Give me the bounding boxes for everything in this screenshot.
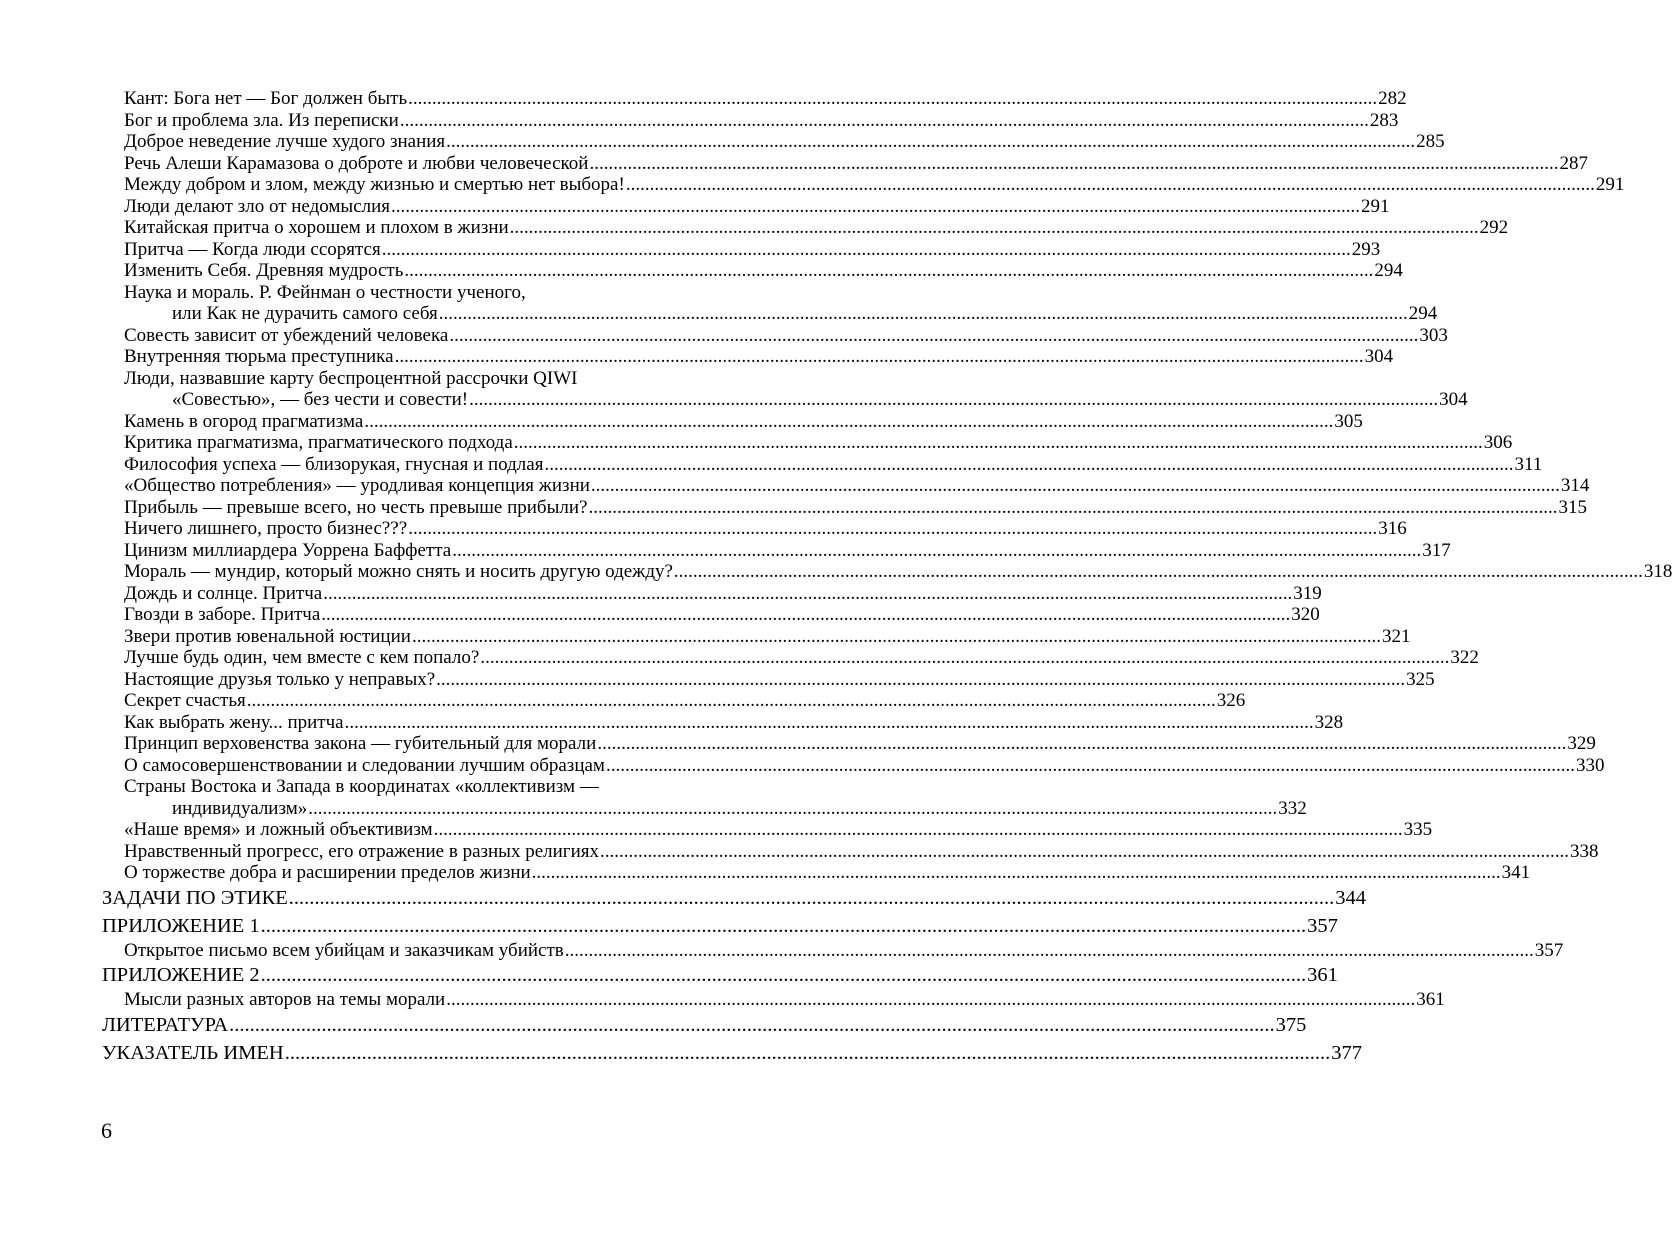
toc-entry-multiline[interactable] <box>102 776 1307 819</box>
toc-entry-title: Нравственный прогресс, его отражение в разных религиях <box>124 840 599 862</box>
toc-entry-page: 319 <box>1293 582 1322 604</box>
dot-leader <box>247 690 1216 712</box>
toc-entry-page: 318 <box>1643 561 1672 582</box>
toc-entry-page: 304 <box>1364 346 1394 367</box>
dot-leader <box>591 475 1560 497</box>
dot-leader <box>565 940 1534 962</box>
dot-leader <box>400 110 1369 132</box>
dot-leader <box>391 196 1360 218</box>
toc-entry[interactable] <box>102 346 1394 368</box>
toc-entry-title: Китайская притча о хорошем и плохом в жизни <box>124 217 509 238</box>
toc-entry-page: 285 <box>1416 131 1445 152</box>
toc-entry-page: 294 <box>1374 260 1403 281</box>
dot-leader <box>674 561 1643 583</box>
toc-entry[interactable] <box>102 453 1543 476</box>
toc-entry[interactable] <box>102 647 1479 669</box>
dot-leader <box>436 669 1405 691</box>
toc-section[interactable] <box>102 912 1338 940</box>
toc-entry[interactable] <box>102 539 1451 562</box>
toc-entry-page: 291 <box>1595 174 1625 195</box>
toc-entry-title: Внутренняя тюрьма преступника <box>124 346 394 367</box>
toc-entry[interactable] <box>102 862 1531 884</box>
toc-entry-title: Принцип верховенства закона — губительный для морали <box>124 733 597 754</box>
toc-section-title: ПРИЛОЖЕНИЕ 2 <box>102 964 260 986</box>
toc-entry-page: 306 <box>1483 432 1513 453</box>
toc-entry-title: Звери против ювенальной юстиции <box>124 625 411 647</box>
toc-entry-title: Открытое письмо всем убийцам и заказчикам убийств <box>124 939 564 961</box>
toc-entry[interactable] <box>102 690 1246 712</box>
dot-leader <box>261 912 1307 940</box>
toc-entry-title-line1: Страны Востока и Запада в координатах «коллективизм — <box>124 776 599 797</box>
toc-entry-page: 326 <box>1216 690 1246 711</box>
dot-leader <box>626 174 1595 196</box>
toc-section-page: 377 <box>1331 1041 1362 1064</box>
toc-section-title: ЛИТЕРАТУРА <box>102 1013 229 1036</box>
toc-entry-title: Прибыль — превыше всего, но честь превыше прибыли? <box>124 496 588 518</box>
dot-leader <box>308 798 1277 820</box>
toc-entry-page: 329 <box>1567 733 1596 754</box>
toc-section[interactable] <box>102 1011 1307 1039</box>
toc-entry-multiline[interactable] <box>102 367 1468 411</box>
toc-entry-title: Речь Алеши Карамазова о доброте и любви человеческой <box>124 152 589 174</box>
toc-entry-page: 338 <box>1569 840 1599 862</box>
dot-leader <box>544 454 1513 476</box>
toc-entry[interactable] <box>102 989 1445 1011</box>
toc-entry[interactable] <box>102 109 1399 132</box>
toc-entry[interactable] <box>102 496 1587 519</box>
toc-entry-title: «Наше время» и ложный объективизм <box>124 819 433 840</box>
toc-entry[interactable] <box>102 88 1407 110</box>
toc-section-title: ПРИЛОЖЕНИЕ 1 <box>102 914 260 937</box>
dot-leader <box>434 819 1403 841</box>
toc-entry-page: 335 <box>1403 819 1433 840</box>
toc-entry[interactable] <box>102 582 1322 605</box>
toc-section[interactable] <box>102 961 1338 989</box>
dot-leader <box>439 303 1408 325</box>
toc-entry[interactable] <box>102 238 1381 261</box>
toc-entry-page: 292 <box>1479 217 1509 238</box>
toc-entry-title: О торжестве добра и расширении пределов жизни <box>124 862 531 883</box>
toc-entry[interactable] <box>102 819 1433 841</box>
page-number: 6 <box>101 1118 112 1143</box>
toc-entry-title-line2: или Как не дурачить самого себя <box>172 303 438 324</box>
toc-entry-title: Гвозди в заборе. Притча <box>124 604 321 625</box>
toc-entry-page: 316 <box>1378 518 1407 539</box>
dot-leader <box>404 260 1373 282</box>
dot-leader <box>446 131 1415 153</box>
toc-entry-title: Совесть зависит от убеждений человека <box>124 324 449 346</box>
dot-leader <box>449 325 1418 347</box>
toc-entry-title: Лучше будь один, чем вместе с кем попало? <box>124 647 480 668</box>
toc-entry-page: 328 <box>1314 711 1344 733</box>
toc-entry-title: Между добром и злом, между жизнью и смертью нет выбора! <box>124 174 625 195</box>
toc-entry[interactable] <box>102 152 1588 175</box>
toc-entry[interactable] <box>102 324 1448 347</box>
dot-leader <box>382 239 1351 261</box>
dot-leader <box>261 961 1307 989</box>
toc-entry-title: Изменить Себя. Древняя мудрость <box>124 260 404 281</box>
toc-entry-page: 357 <box>1534 939 1564 961</box>
dot-leader <box>408 88 1377 110</box>
dot-leader <box>606 755 1575 777</box>
toc-entry[interactable] <box>102 711 1344 734</box>
toc-entry[interactable] <box>102 604 1320 626</box>
toc-entry-title: «Общество потребления» — уродливая концепция жизни <box>124 475 590 496</box>
toc-entry-title: Настоящие друзья только у неправых? <box>124 668 436 690</box>
dot-leader <box>408 518 1377 540</box>
toc-entry-title: О самосовершенствовании и следовании лучшим образцам <box>124 754 605 776</box>
toc-entry-title: Мысли разных авторов на темы морали <box>124 989 446 1010</box>
toc-entry-page: 317 <box>1422 539 1451 561</box>
dot-leader <box>597 733 1566 755</box>
toc-entry[interactable] <box>102 625 1411 648</box>
toc-entry-title: Притча — Когда люди ссорятся <box>124 238 381 260</box>
toc-entry-title: Секрет счастья <box>124 690 246 711</box>
toc-section-page: 344 <box>1335 886 1367 909</box>
toc-entry-page: 304 <box>1439 389 1468 410</box>
toc-entry-page: 282 <box>1378 88 1407 109</box>
dot-leader <box>345 712 1314 734</box>
dot-leader <box>395 346 1364 368</box>
toc-section-title: ЗАДАЧИ ПО ЭТИКЕ <box>102 886 288 909</box>
toc-entry-multiline[interactable] <box>102 281 1438 325</box>
toc-entry[interactable] <box>102 195 1390 218</box>
toc-entry-page: 291 <box>1361 195 1390 217</box>
dot-leader <box>588 497 1557 519</box>
toc-section-page: 375 <box>1275 1013 1307 1036</box>
toc-entry-title: Критика прагматизма, прагматического подхода <box>124 432 513 453</box>
toc-entry[interactable] <box>102 668 1435 691</box>
toc-entry-title: Дождь и солнце. Притча <box>124 582 323 604</box>
toc-entry[interactable] <box>102 432 1513 454</box>
toc-entry-title: Философия успеха — близорукая, гнусная и подлая <box>124 453 544 475</box>
toc-entry-title-line1: Наука и мораль. Р. Фейнман о честности ученого, <box>124 281 526 303</box>
dot-leader <box>480 647 1449 669</box>
toc-section-page: 361 <box>1307 964 1338 986</box>
dot-leader <box>412 626 1381 648</box>
toc-entry-page: 287 <box>1559 152 1588 174</box>
toc-entry-page: 341 <box>1501 862 1531 883</box>
dot-leader <box>229 1011 1275 1039</box>
dot-leader <box>323 583 1292 605</box>
toc-entry-page: 320 <box>1291 604 1320 625</box>
toc-entry-page: 315 <box>1558 496 1587 518</box>
toc-entry-page: 361 <box>1416 989 1445 1010</box>
toc-entry-title: Как выбрать жену... притча <box>124 711 344 733</box>
toc-entry-page: 314 <box>1560 475 1590 496</box>
toc-entry[interactable] <box>102 754 1605 777</box>
dot-leader <box>510 217 1479 239</box>
dot-leader <box>285 1039 1331 1067</box>
dot-leader <box>446 989 1415 1011</box>
toc-entry[interactable] <box>102 131 1445 153</box>
toc-entry-title: Ничего лишнего, просто бизнес??? <box>124 518 408 539</box>
toc-entry-title: Бог и проблема зла. Из переписки <box>124 109 399 131</box>
toc-entry-title-line2: «Совестью», — без чести и совести! <box>172 389 469 410</box>
toc-entry[interactable] <box>102 733 1596 755</box>
toc-entry[interactable] <box>102 840 1599 863</box>
dot-leader <box>532 862 1501 884</box>
toc-section[interactable] <box>102 884 1367 912</box>
toc-entry-page: 293 <box>1351 238 1381 260</box>
toc-entry[interactable] <box>102 939 1564 962</box>
toc-section-page: 357 <box>1307 914 1338 937</box>
dot-leader <box>469 389 1438 411</box>
toc-section-title: УКАЗАТЕЛЬ ИМЕН <box>102 1041 284 1064</box>
toc-entry-page: 294 <box>1408 303 1438 324</box>
toc-entry-title-line2: индивидуализм» <box>172 797 308 819</box>
toc-entry[interactable] <box>102 518 1407 540</box>
toc-entry-page: 305 <box>1334 410 1363 432</box>
toc-entry-title: Кант: Бога нет — Бог должен быть <box>124 88 408 109</box>
toc-entry-title: Мораль — мундир, который можно снять и носить другую одежду? <box>124 561 673 582</box>
dot-leader <box>514 432 1483 454</box>
toc-section[interactable] <box>102 1039 1362 1067</box>
toc-entry-page: 283 <box>1369 109 1399 131</box>
toc-entry[interactable] <box>102 410 1363 433</box>
dot-leader <box>589 153 1558 175</box>
toc-entry-title: Цинизм миллиардера Уоррена Баффетта <box>124 539 452 561</box>
toc-entry[interactable] <box>102 561 1672 583</box>
toc-entry-page: 322 <box>1450 647 1479 668</box>
toc-entry-title: Люди делают зло от недомыслия <box>124 195 391 217</box>
toc-entry[interactable] <box>102 260 1403 282</box>
dot-leader <box>452 540 1421 562</box>
toc-entry[interactable] <box>102 174 1625 196</box>
toc-entry-page: 330 <box>1575 754 1605 776</box>
toc-entry[interactable] <box>102 217 1509 239</box>
toc-entry-title-line1: Люди, назвавшие карту беспроцентной рассрочки QIWI <box>124 367 578 389</box>
toc-entry-page: 332 <box>1278 797 1307 819</box>
toc-entry-title: Доброе неведение лучше худого знания <box>124 131 446 152</box>
dot-leader <box>289 884 1335 912</box>
toc-entry-page: 325 <box>1406 668 1435 690</box>
toc-entry[interactable] <box>102 475 1590 497</box>
toc-entry-page: 303 <box>1419 324 1448 346</box>
dot-leader <box>321 604 1290 626</box>
toc-entry-page: 311 <box>1514 453 1543 475</box>
dot-leader <box>364 411 1333 433</box>
toc-entry-title: Камень в огород прагматизма <box>124 410 364 432</box>
table-of-contents <box>102 88 1672 1067</box>
toc-entry-page: 321 <box>1381 625 1411 647</box>
dot-leader <box>600 841 1569 863</box>
